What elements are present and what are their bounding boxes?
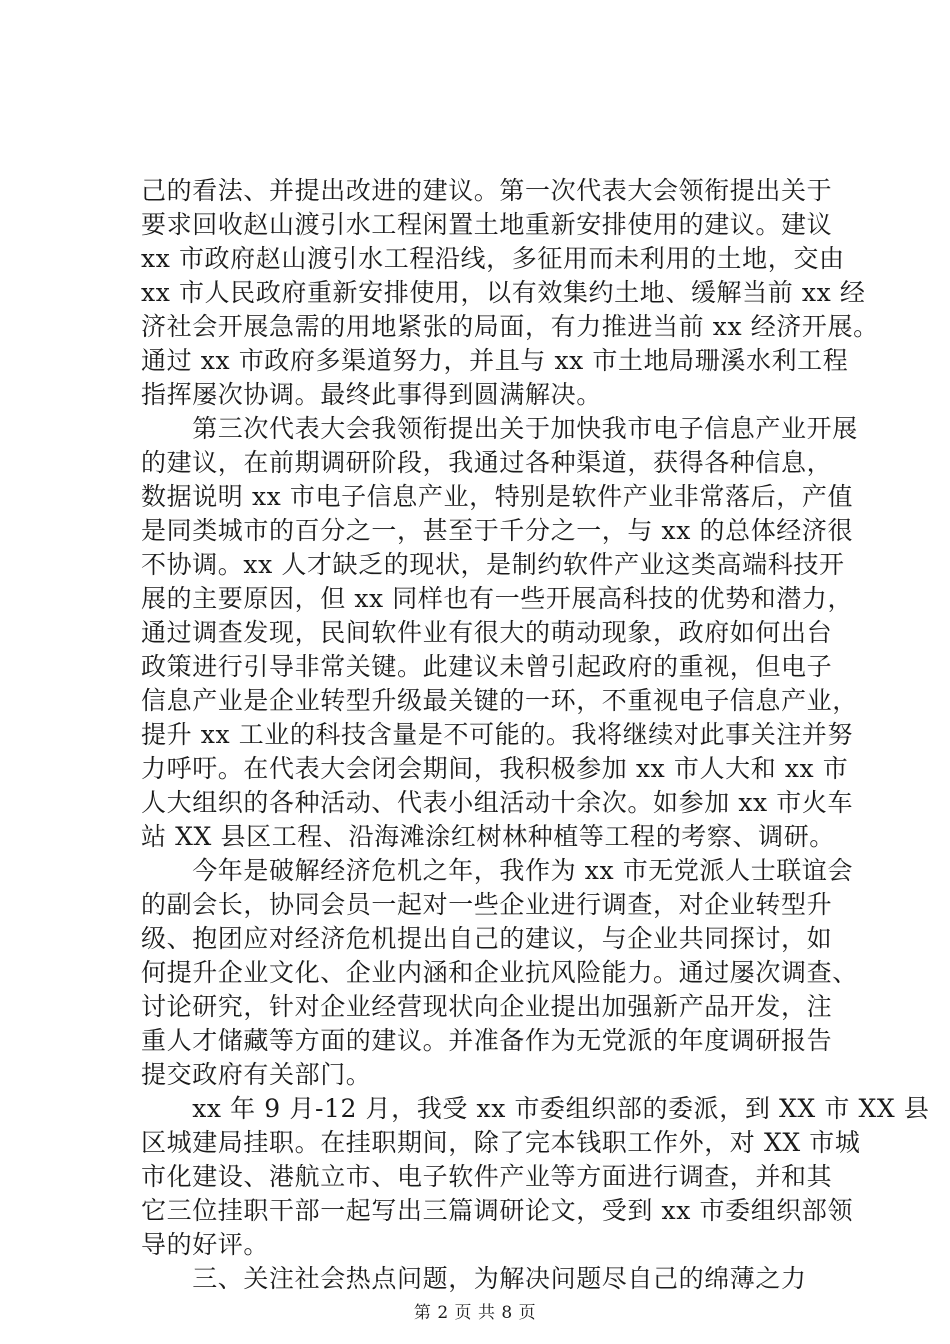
text-line: 何提升企业文化、企业内涵和企业抗风险能力。通过屡次调查、 [141,958,858,987]
text-line: 指挥屡次协调。最终此事得到圆满解决。 [141,380,602,409]
text-line: xx 市政府赵山渡引水工程沿线，多征用而未利用的土地，交由 [141,244,845,273]
text-line: 市化建设、港航立市、电子软件产业等方面进行调查，并和其 [141,1162,833,1191]
text-line: xx 市人民政府重新安排使用，以有效集约土地、缓解当前 xx 经 [141,278,866,307]
page-number-footer: 第 2 页 共 8 页 [413,1303,537,1323]
text-line: 通过 xx 市政府多渠道努力，并且与 xx 市土地局珊溪水利工程 [141,346,849,375]
text-line: 通过调查发现，民间软件业有很大的萌动现象，政府如何出台 [141,618,833,647]
text-line: xx 年 9 月-12 月，我受 xx 市委组织部的委派，到 XX 市 XX 县 [141,1094,930,1123]
text-line: 展的主要原因，但 xx 同样也有一些开展高科技的优势和潜力， [141,584,854,613]
text-line: 济社会开展急需的用地紧张的局面，有力推进当前 xx 经济开展。 [141,312,879,341]
text-line: 力呼吁。在代表大会闭会期间，我积极参加 xx 市人大和 xx 市 [141,754,849,783]
text-line: 级、抱团应对经济危机提出自己的建议，与企业共同探讨，如 [141,924,833,953]
text-line: 的副会长，协同会员一起对一些企业进行调查，对企业转型升 [141,890,833,919]
text-line: 提升 xx 工业的科技含量是不可能的。我将继续对此事关注并努 [141,720,854,749]
text-line: 政策进行引导非常关键。此建议未曾引起政府的重视，但电子 [141,652,833,681]
text-line: 它三位挂职干部一起写出三篇调研论文，受到 xx 市委组织部领 [141,1196,854,1225]
text-line: 重人才储藏等方面的建议。并准备作为无党派的年度调研报告 [141,1026,833,1055]
text-line: 人大组织的各种活动、代表小组活动十余次。如参加 xx 市火车 [141,788,854,817]
text-line: 第三次代表大会我领衔提出关于加快我市电子信息产业开展 [141,414,858,443]
text-line: 三、关注社会热点问题，为解决问题尽自己的绵薄之力 [141,1264,807,1293]
text-line: 己的看法、并提出改进的建议。第一次代表大会领衔提出关于 [141,176,833,205]
text-line: 不协调。xx 人才缺乏的现状，是制约软件产业这类高端科技开 [141,550,845,579]
text-line: 数据说明 xx 市电子信息产业，特别是软件产业非常落后，产值 [141,482,854,511]
text-line: 讨论研究，针对企业经营现状向企业提出加强新产品开发，注 [141,992,833,1021]
text-line: 区城建局挂职。在挂职期间，除了完本钱职工作外，对 XX 市城 [141,1128,861,1157]
text-line: 提交政府有关部门。 [141,1060,372,1089]
text-line: 信息产业是企业转型升级最关键的一环，不重视电子信息产业， [141,686,858,715]
text-line: 是同类城市的百分之一，甚至于千分之一，与 xx 的总体经济很 [141,516,854,545]
text-line: 导的好评。 [141,1230,270,1259]
text-line: 站 XX 县区工程、沿海滩涂红树林种植等工程的考察、调研。 [141,822,835,851]
text-line: 今年是破解经济危机之年，我作为 xx 市无党派人士联谊会 [141,856,854,885]
text-line: 的建议，在前期调研阶段，我通过各种渠道，获得各种信息， [141,448,833,477]
text-line: 要求回收赵山渡引水工程闲置土地重新安排使用的建议。建议 [141,210,833,239]
